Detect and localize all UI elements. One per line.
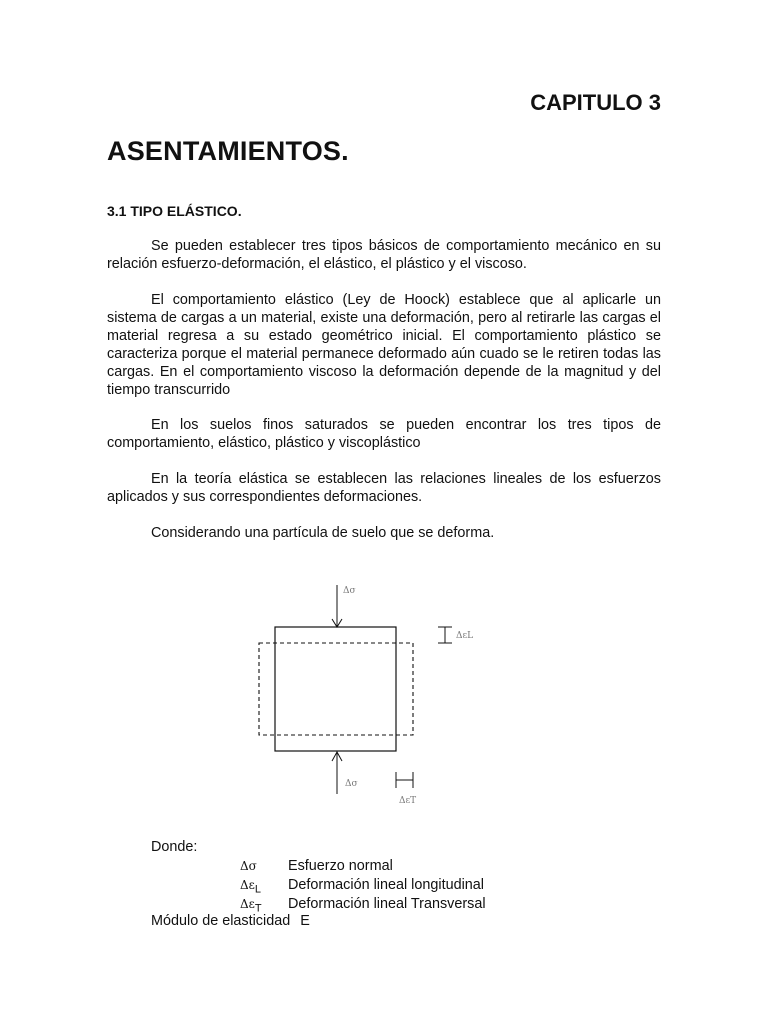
legend-description: Deformación lineal Transversal	[288, 896, 486, 912]
transverse-strain-marker	[396, 772, 413, 788]
longitudinal-strain-marker	[438, 627, 452, 643]
paragraph-elastic-theory: En la teoría elástica se establecen las relaciones lineales de los esfuerzos aplicados y sus correspondientes deformaciones.	[107, 471, 661, 505]
original-particle-outline	[275, 627, 396, 751]
modulus-of-elasticity	[151, 913, 310, 929]
label-delta-sigma-bottom: Δσ	[345, 779, 358, 789]
label-delta-epsilon-t: ΔεT	[399, 796, 417, 806]
paragraph-behavior-types: Se pueden establecer tres tipos básicos de comportamiento mecánico en su relación esfuerzo-deformación, el elástico, el plástico y el viscoso.	[107, 238, 661, 272]
legend-symbol: $\Delta\varepsilon_L$	[240, 878, 262, 896]
deformed-particle-outline	[259, 643, 413, 735]
paragraph-saturated-soils: En los suelos finos saturados se pueden encontrar los tres tipos de comportamiento, elástico, plástico y viscoplástico	[107, 417, 661, 451]
section-heading: 3.1 TIPO ELÁSTICO.	[107, 203, 242, 219]
deformation-diagram	[230, 575, 500, 815]
label-delta-sigma-top: Δσ	[343, 586, 356, 596]
paragraph-soil-particle: Considerando una partícula de suelo que se deforma.	[151, 525, 495, 541]
bottom-load-arrow	[332, 751, 342, 794]
chapter-heading: CAPITULO 3	[530, 90, 661, 115]
modulus-label: Módulo de elasticidad	[151, 913, 291, 929]
top-load-arrow	[332, 585, 342, 627]
legend-symbol: $\Delta\varepsilon_T$	[240, 897, 262, 915]
legend-description: Deformación lineal longitudinal	[288, 877, 484, 893]
legend-intro: Donde:	[151, 839, 198, 855]
modulus-symbol: E	[300, 913, 310, 929]
legend-symbol: Δσ	[240, 859, 257, 873]
paragraph-elastic-behavior: El comportamiento elástico (Ley de Hoock) establece que al aplicarle un sistema de cargas a un material, existe una deformación, pero al retirarle las cargas el material regresa a su estado geométrico inicial. El comportamiento plástico se caracteriza porque el material permanece deformado aún cuado se le retiren todas las cargas. En el comportamiento viscoso la deformación depende de la magnitud y del tiempo transcurrido	[107, 292, 661, 398]
legend-description: Esfuerzo normal	[288, 858, 393, 874]
label-delta-epsilon-l: ΔεL	[456, 631, 474, 641]
document-title: ASENTAMIENTOS.	[107, 136, 349, 166]
